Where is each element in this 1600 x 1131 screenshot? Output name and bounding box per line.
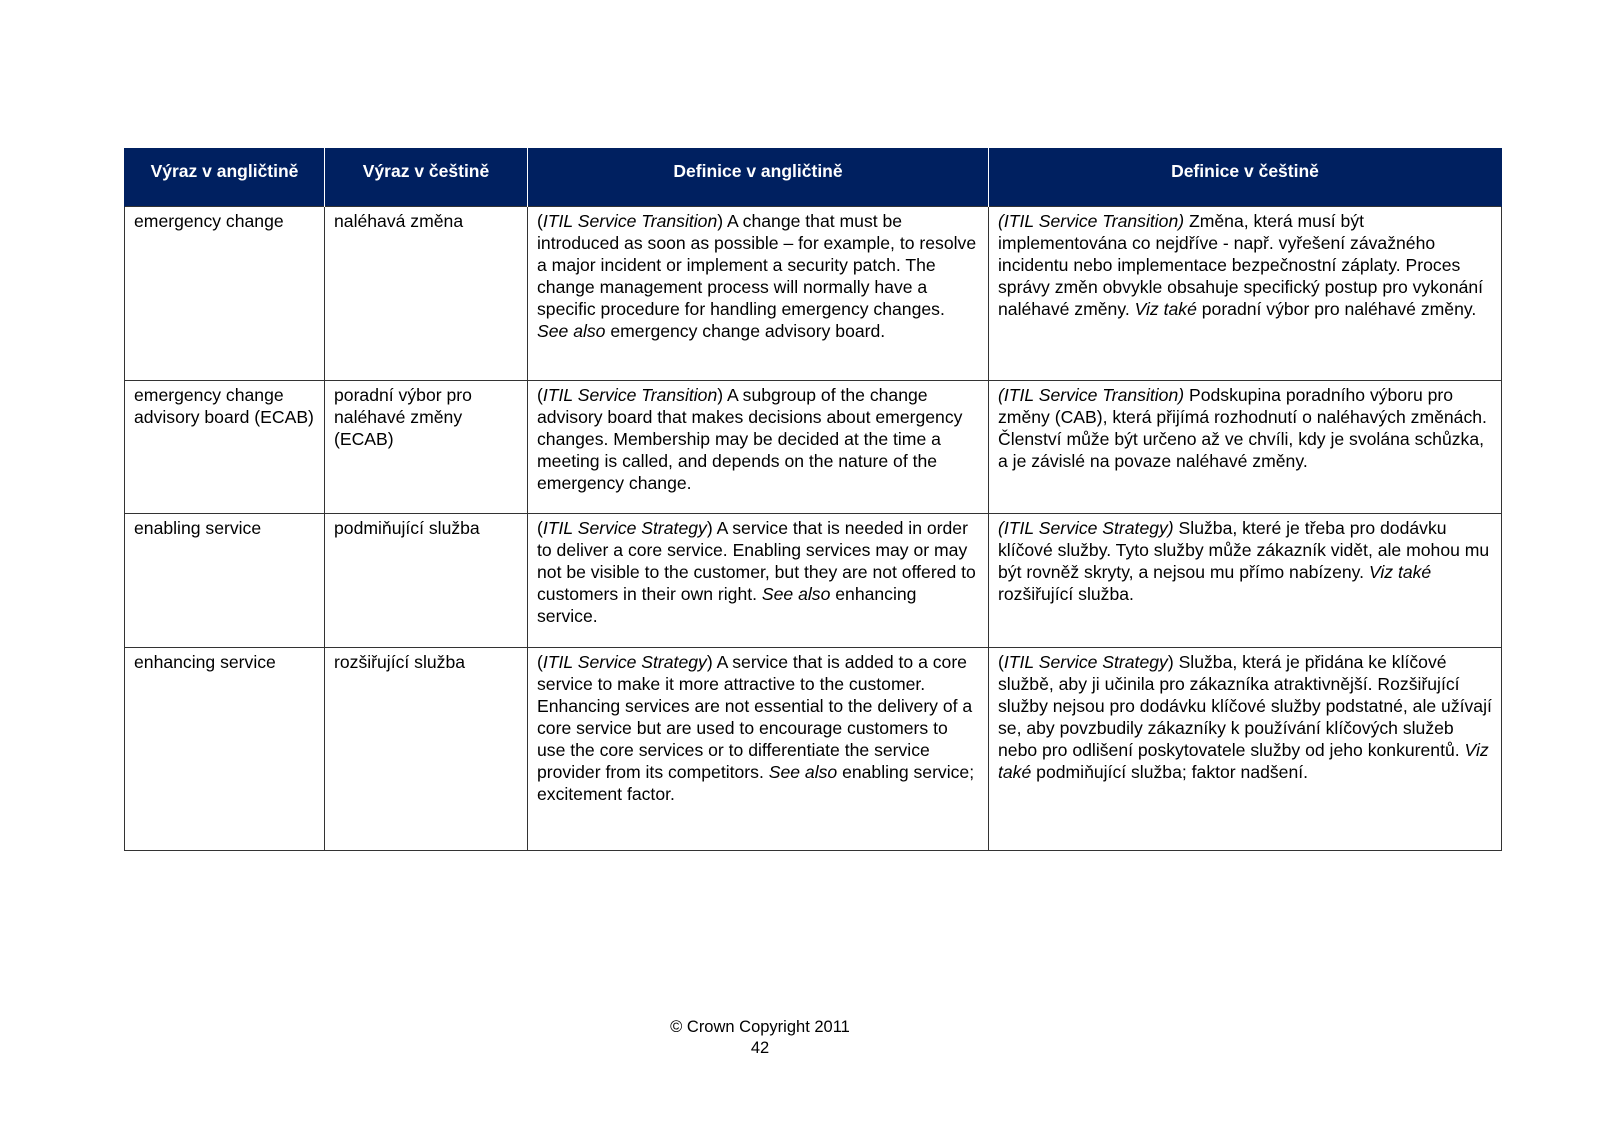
header-czech-definition: Definice v češtině	[989, 148, 1502, 207]
table-row	[125, 648, 1502, 851]
see-also-label: See also	[761, 584, 831, 604]
header-english-definition: Definice v angličtině	[528, 148, 989, 207]
definition-source: (ITIL Service Transition)	[998, 211, 1185, 231]
table-row	[125, 381, 1502, 514]
definition-source: (ITIL Service Strategy)	[998, 518, 1174, 538]
definition-prefix: (	[537, 652, 543, 672]
czech-definition-cell	[989, 381, 1502, 514]
definition-body: ) A service that is added to a core service to make it more attractive to the customer. Enhancing services are not essential to the delivery of a core service but are used to encourage customers to use the core services or to differentiate the service provider from its competitors.	[537, 652, 973, 782]
see-also-label: Viz také	[1134, 299, 1197, 319]
page-number: 42	[750, 1039, 770, 1057]
english-term-cell: enhancing service	[125, 648, 325, 851]
page-footer	[560, 1017, 960, 1059]
definition-body: ) Služba, která je přidána ke klíčové službě, aby ji učinila pro zákazníka atraktivnější. Rozšiřující služby nejsou pro dodávku klíčové služby podstatné, ale užívají se, aby povzbudily zákazníky k používání klíčových služeb nebo pro odlišení poskytovatele služby od jeho konkurentů.	[998, 652, 1492, 760]
english-term-cell: emergency change advisory board (ECAB)	[125, 381, 325, 514]
definition-prefix: (	[537, 385, 543, 405]
definition-source: ITIL Service Strategy	[542, 652, 707, 672]
definition-prefix: (	[998, 652, 1004, 672]
czech-term-cell: rozšiřující služba	[325, 648, 528, 851]
czech-term-cell: podmiňující služba	[325, 514, 528, 648]
english-definition-cell	[528, 381, 989, 514]
see-also-reference: enhancing service.	[537, 584, 917, 626]
czech-term-cell: naléhavá změna	[325, 207, 528, 381]
copyright-notice: © Crown Copyright 2011	[670, 1018, 850, 1036]
english-definition-cell	[528, 648, 989, 851]
see-also-label: See also	[768, 762, 838, 782]
header-czech-term: Výraz v češtině	[325, 148, 528, 207]
see-also-reference: emergency change advisory board.	[605, 321, 886, 341]
definition-prefix: (	[537, 518, 543, 538]
header-english-term: Výraz v angličtině	[125, 148, 325, 207]
glossary-table	[124, 148, 1502, 851]
definition-source: (ITIL Service Transition)	[998, 385, 1185, 405]
definition-body: ) A change that must be introduced as soon as possible – for example, to resolve a major incident or implement a security patch. The change management process will normally have a specific procedure for handling emergency changes.	[537, 211, 977, 319]
definition-source: ITIL Service Transition	[542, 385, 718, 405]
definition-prefix: (	[537, 211, 543, 231]
definition-source: ITIL Service Transition	[542, 211, 718, 231]
czech-term-cell: poradní výbor pro naléhavé změny (ECAB)	[325, 381, 528, 514]
czech-definition-cell	[989, 207, 1502, 381]
definition-source: ITIL Service Strategy	[1003, 652, 1168, 672]
see-also-reference: podmiňující služba; faktor nadšení.	[1031, 762, 1309, 782]
english-term-cell: emergency change	[125, 207, 325, 381]
see-also-reference: enabling service; excitement factor.	[537, 762, 975, 804]
see-also-label: See also	[537, 321, 606, 341]
table-header-row	[125, 148, 1502, 207]
definition-body: Podskupina poradního výboru pro změny (CAB), která přijímá rozhodnutí o naléhavých změnách. Členství může být určeno až ve chvíli, kdy je svolána schůzka, a je závislé na povaze naléhavé změny.	[998, 385, 1487, 471]
see-also-label: Viz také	[998, 740, 1489, 782]
definition-source: ITIL Service Strategy	[542, 518, 707, 538]
definition-body: Služba, které je třeba pro dodávku klíčové služby. Tyto služby může zákazník vidět, ale mohou mu být rovněž skryty, a nejsou mu přímo nabízeny.	[998, 518, 1490, 582]
see-also-label: Viz také	[1368, 562, 1432, 582]
table-row	[125, 514, 1502, 648]
definition-body: ) A subgroup of the change advisory board that makes decisions about emergency changes. Membership may be decided at the time a meeting is called, and depends on the nature of the emergency change.	[537, 385, 963, 493]
definition-body: ) A service that is needed in order to deliver a core service. Enabling services may or may not be visible to the customer, but they are not offered to customers in their own right.	[537, 518, 976, 604]
see-also-reference: rozšiřující služba.	[998, 584, 1134, 604]
table-row	[125, 207, 1502, 381]
czech-definition-cell	[989, 648, 1502, 851]
see-also-reference: poradní výbor pro naléhavé změny.	[1196, 299, 1477, 319]
english-term-cell: enabling service	[125, 514, 325, 648]
english-definition-cell	[528, 207, 989, 381]
czech-definition-cell	[989, 514, 1502, 648]
english-definition-cell	[528, 514, 989, 648]
definition-body: Změna, která musí být implementována co nejdříve - např. vyřešení závažného incidentu nebo implementace bezpečnostní záplaty. Proces správy změn obvykle obsahuje specifický postup pro vykonání naléhavé změny.	[998, 211, 1484, 319]
